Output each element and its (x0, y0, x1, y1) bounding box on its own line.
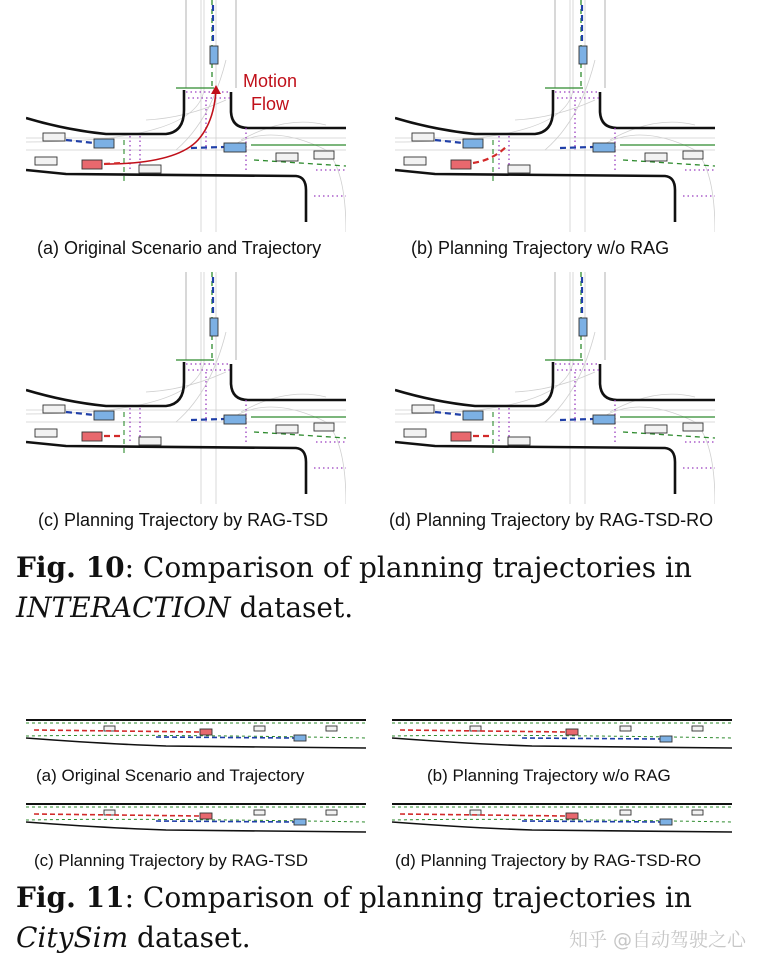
static-vehicle (276, 153, 298, 161)
static-vehicle (412, 133, 434, 141)
ego-vehicle (82, 160, 102, 169)
fig11-panel-c (26, 800, 366, 838)
road-boundary-bottom (26, 170, 306, 222)
road-boundary-bottom (395, 170, 675, 222)
ego-vehicle (566, 813, 578, 819)
fig10-caption (16, 548, 756, 628)
fig10-end: dataset. (230, 591, 354, 624)
static-vehicle (683, 151, 703, 159)
agent-vehicle-center (224, 415, 246, 424)
watermark: 知乎 @自动驾驶之心 (568, 929, 746, 951)
lane-line-east-dash (623, 432, 715, 438)
fig10-caption-d: (d) Planning Trajectory by RAG-TSD-RO (389, 510, 714, 530)
static-vehicle (43, 133, 65, 141)
agent-vehicle (660, 819, 672, 825)
road-boundary-right (600, 92, 715, 128)
road-edge-north (186, 0, 236, 88)
static-vehicle (139, 165, 161, 173)
fig10-label: Fig. 10 (16, 551, 125, 584)
static-vehicle (326, 810, 337, 815)
ego-vehicle (200, 813, 212, 819)
road-boundary-bottom (395, 442, 675, 494)
motion-flow-arrow (104, 90, 216, 164)
agent-vehicle-north (210, 46, 218, 64)
lane-guide-line (26, 272, 204, 414)
agent-trajectory-west (435, 140, 463, 143)
fig11-label: Fig. 11 (16, 881, 125, 914)
fig10-caption-c: (c) Planning Trajectory by RAG-TSD (38, 510, 329, 530)
static-vehicle (276, 425, 298, 433)
road-edge-north (555, 272, 605, 360)
agent-trajectory-center (191, 147, 224, 148)
highway-lane-mid (392, 735, 732, 738)
road-edge-north (555, 0, 605, 88)
highway-boundary-bottom (26, 822, 366, 832)
static-vehicle (412, 405, 434, 413)
static-vehicle (692, 810, 703, 815)
static-vehicle (683, 423, 703, 431)
fig10-caption-a: (a) Original Scenario and Trajectory (37, 238, 322, 258)
lane-line-east-dash (254, 160, 346, 166)
road-boundary-right (231, 364, 346, 400)
agent-trajectory-west (435, 412, 463, 415)
road-boundary-right (600, 364, 715, 400)
agent-trajectory (522, 821, 660, 822)
lane-guide-line (395, 0, 573, 142)
lane-guide-line (26, 0, 204, 142)
static-vehicle (645, 153, 667, 161)
lane-guide-line (146, 372, 226, 392)
ego-trajectory (34, 814, 200, 816)
static-vehicle (314, 151, 334, 159)
fig10-panel-d (395, 272, 715, 504)
highway-boundary-bottom (392, 822, 732, 832)
fig10-panel-b (395, 0, 715, 232)
static-vehicle (692, 726, 703, 731)
ego-vehicle (566, 729, 578, 735)
highway-boundary-bottom (26, 738, 366, 748)
lane-guide-line (395, 272, 573, 414)
ego-trajectory (400, 730, 566, 732)
static-vehicle (254, 810, 265, 815)
ego-trajectory (34, 730, 200, 732)
fig10-caption-b: (b) Planning Trajectory w/o RAG (411, 238, 670, 258)
static-vehicle (404, 157, 426, 165)
fig10-panel-c (26, 272, 346, 504)
static-vehicle (508, 165, 530, 173)
agent-vehicle-west (463, 139, 483, 148)
agent-trajectory-west (66, 412, 94, 415)
fig11-text: : Comparison of planning trajectories in (124, 881, 692, 914)
fig11-panel-b (392, 716, 732, 754)
road-boundary-bottom (26, 442, 306, 494)
agent-vehicle-north (579, 46, 587, 64)
agent-vehicle-center (224, 143, 246, 152)
agent-vehicle-center (593, 415, 615, 424)
road-edge-north (186, 272, 236, 360)
lane-line-east-dash (254, 432, 346, 438)
lane-guide-line (515, 100, 595, 120)
agent-vehicle-center (593, 143, 615, 152)
agent-vehicle-west (94, 411, 114, 420)
ego-vehicle (451, 432, 471, 441)
agent-trajectory-center (191, 419, 224, 420)
static-vehicle (620, 810, 631, 815)
highway-boundary-bottom (392, 738, 732, 748)
agent-trajectory-center (560, 147, 593, 148)
agent-vehicle-west (94, 139, 114, 148)
agent-trajectory (156, 737, 294, 738)
fig11-dataset: CitySim (16, 921, 129, 954)
agent-trajectory-west (66, 140, 94, 143)
ego-trajectory (400, 814, 566, 816)
fig11-caption-a: (a) Original Scenario and Trajectory (36, 766, 305, 785)
fig11-panel-d (392, 800, 732, 838)
motion-flow-line1: Motion (242, 71, 298, 91)
fig10-text: : Comparison of planning trajectories in (124, 551, 692, 584)
ego-vehicle (200, 729, 212, 735)
agent-vehicle-north (210, 318, 218, 336)
fig11-caption-d: (d) Planning Trajectory by RAG-TSD-RO (395, 851, 702, 870)
agent-vehicle (660, 736, 672, 742)
agent-vehicle-north (579, 318, 587, 336)
fig11-panel-a (26, 716, 366, 754)
ego-vehicle (451, 160, 471, 169)
agent-vehicle-west (463, 411, 483, 420)
ego-trajectory (473, 146, 507, 163)
motion-flow-label (236, 70, 304, 116)
static-vehicle (139, 437, 161, 445)
fig11-caption-b: (b) Planning Trajectory w/o RAG (427, 766, 671, 785)
motion-flow-arrowhead (211, 85, 221, 94)
ego-vehicle (82, 432, 102, 441)
agent-vehicle (294, 819, 306, 825)
agent-trajectory-center (560, 419, 593, 420)
static-vehicle (620, 726, 631, 731)
lane-line-east-dash (623, 160, 715, 166)
static-vehicle (404, 429, 426, 437)
fig11-caption-c: (c) Planning Trajectory by RAG-TSD (34, 851, 308, 870)
static-vehicle (508, 437, 530, 445)
static-vehicle (35, 429, 57, 437)
agent-trajectory (522, 738, 660, 739)
static-vehicle (254, 726, 265, 731)
static-vehicle (35, 157, 57, 165)
lane-guide-line (515, 372, 595, 392)
motion-flow-line2: Flow (250, 94, 289, 114)
fig10-dataset: INTERACTION (16, 591, 231, 624)
static-vehicle (43, 405, 65, 413)
static-vehicle (326, 726, 337, 731)
static-vehicle (645, 425, 667, 433)
fig11-end: dataset. (128, 921, 251, 954)
agent-trajectory (156, 821, 294, 822)
fig10-panel-a (26, 0, 346, 232)
agent-vehicle (294, 735, 306, 741)
static-vehicle (314, 423, 334, 431)
